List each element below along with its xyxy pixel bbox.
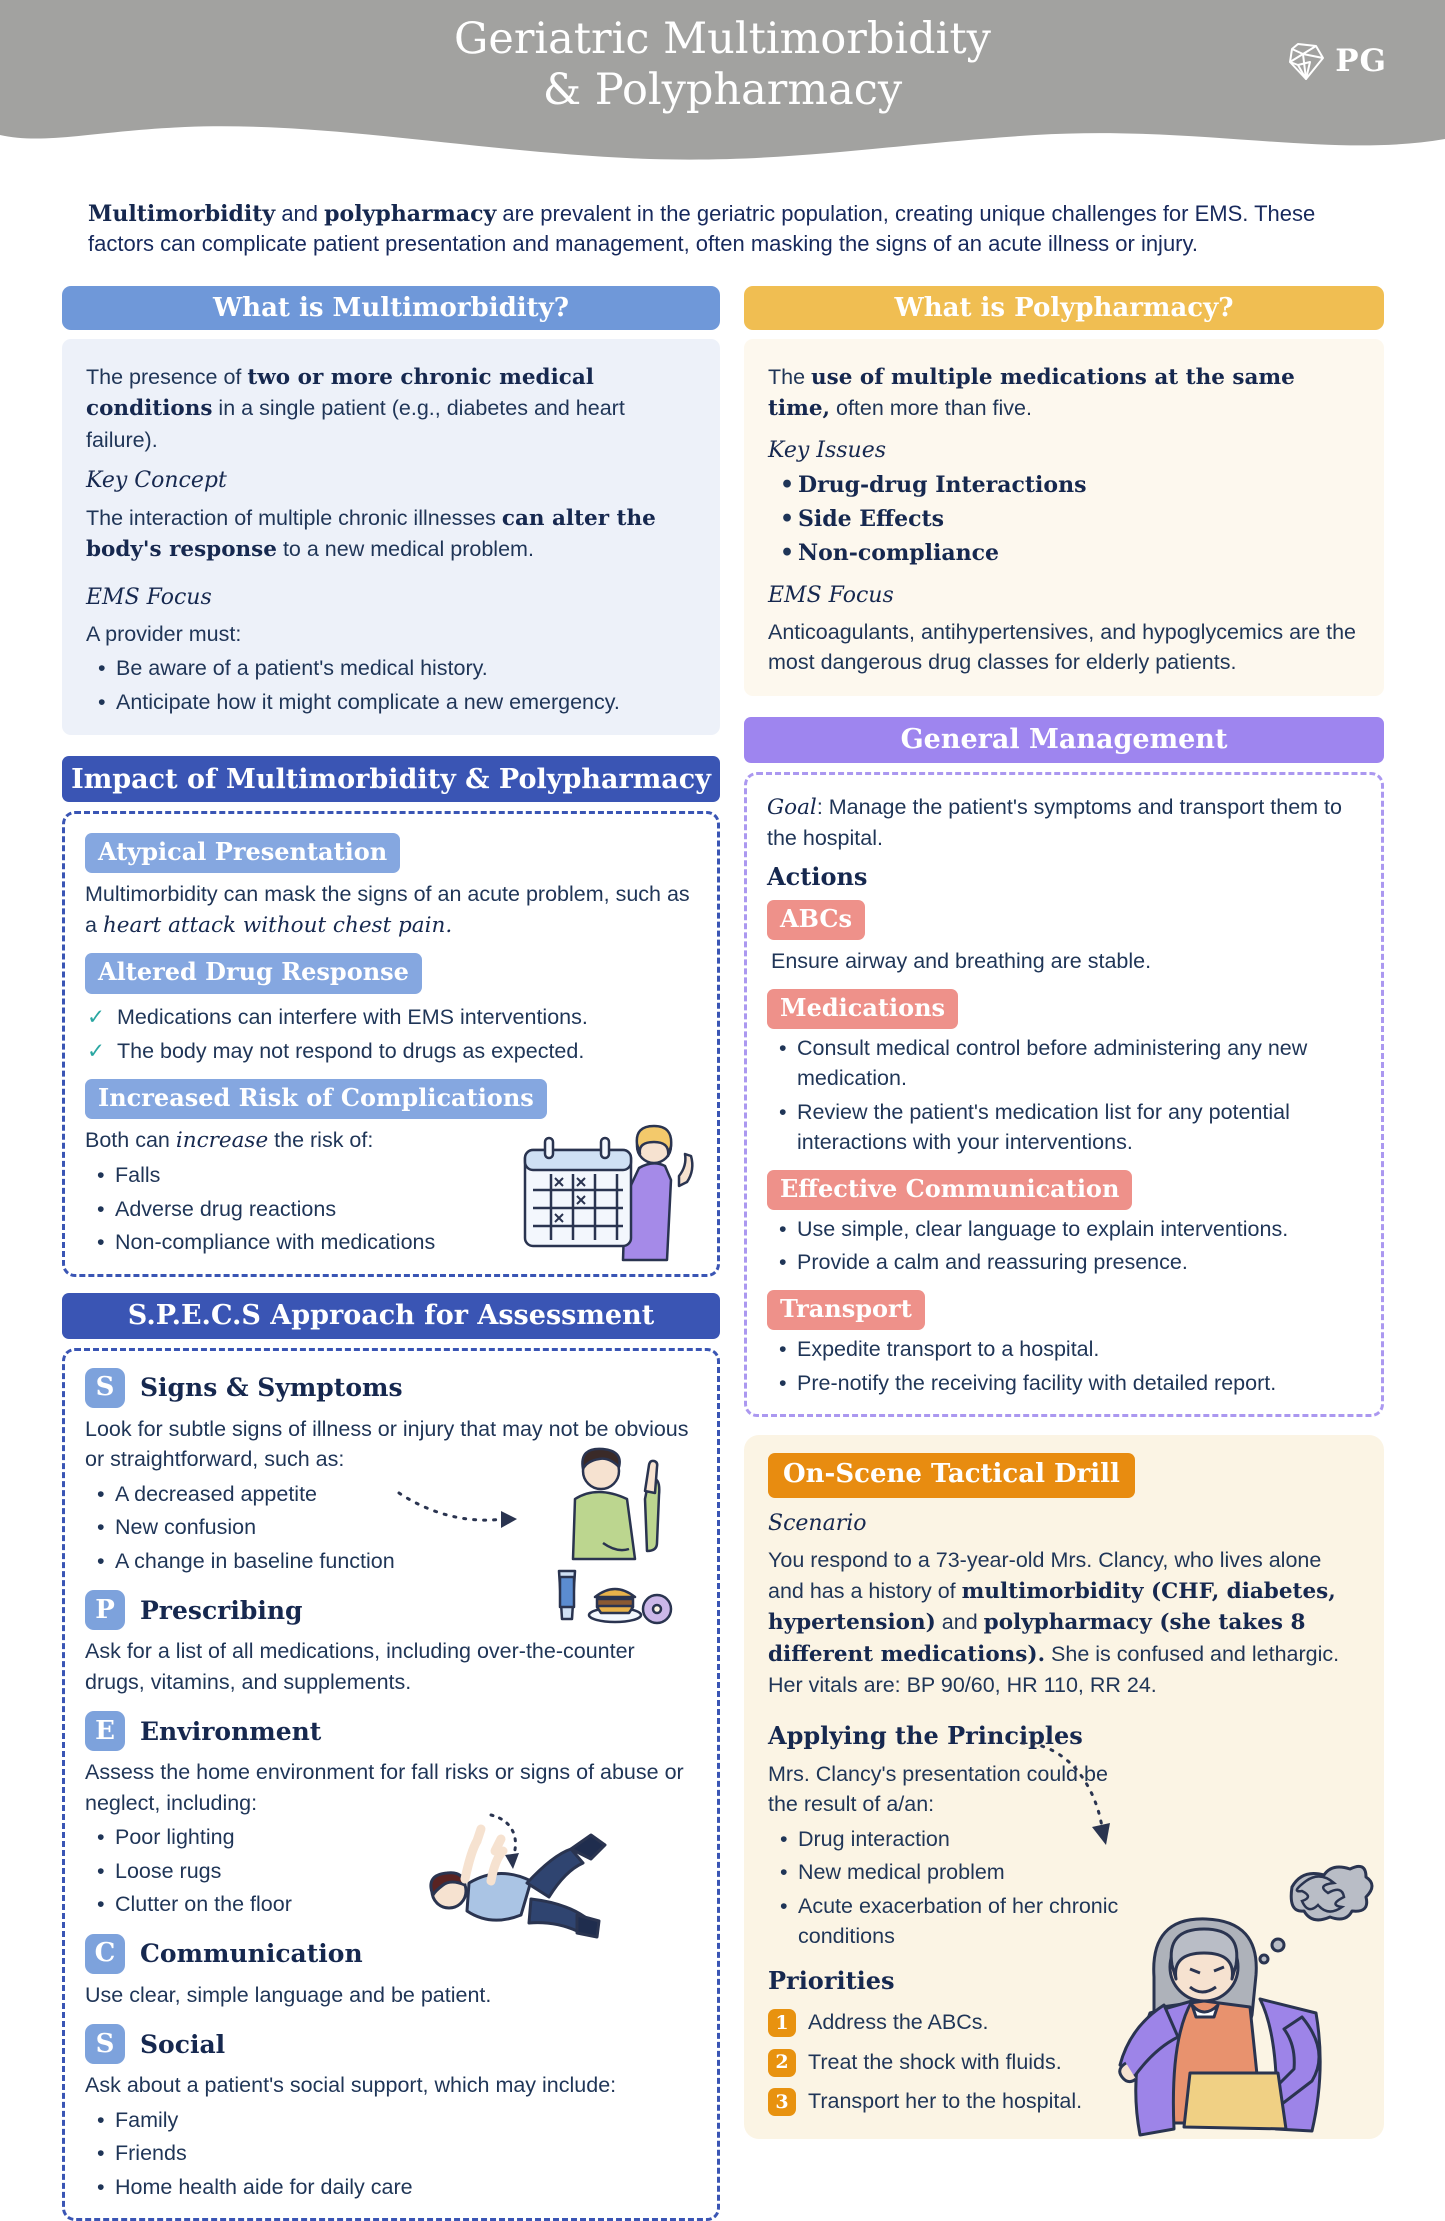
list-item: • Non-compliance bbox=[768, 538, 1360, 569]
transport-bullet-list bbox=[767, 1334, 1361, 1398]
ems-focus-text: Anticoagulants, antihypertensives, and hypoglycemics are the most dangerous drug classes for elderly patients. bbox=[768, 619, 1357, 675]
abcs-text: Ensure airway and breathing are stable. bbox=[771, 949, 1152, 974]
list-item: • New confusion bbox=[85, 1512, 697, 1543]
brand-logo bbox=[1285, 40, 1387, 82]
management-box bbox=[744, 772, 1384, 1417]
key-issues-label: Key Issues bbox=[768, 437, 887, 463]
list-item: • Side Effects bbox=[768, 504, 1360, 535]
dashed-arrow-icon bbox=[395, 1487, 521, 1533]
list-item: • Loose rugs bbox=[85, 1856, 697, 1887]
ems-focus-label: EMS Focus bbox=[768, 582, 894, 608]
specs-box bbox=[62, 1348, 720, 2221]
dashed-arrow-icon bbox=[1018, 1735, 1114, 1851]
section-header-management: General Management bbox=[744, 717, 1384, 763]
section-header-polypharmacy: What is Polypharmacy? bbox=[744, 286, 1384, 330]
effective-communication-badge: Effective Communication bbox=[767, 1170, 1132, 1210]
specs-body: Use clear, simple language and be patient. bbox=[85, 1982, 492, 2007]
list-item: • Acute exacerbation of her chronic conditions bbox=[768, 1891, 1140, 1952]
page-title-line2: & Polypharmacy bbox=[542, 64, 903, 115]
multimorbidity-box bbox=[62, 339, 720, 736]
priority-text: Treat the shock with fluids. bbox=[808, 2049, 1062, 2074]
list-item: • Provide a calm and reassuring presence. bbox=[767, 1247, 1361, 1278]
header-banner bbox=[0, 0, 1445, 120]
list-item: • Drug-drug Interactions bbox=[768, 470, 1360, 501]
key-issues-list bbox=[768, 470, 1360, 570]
specs-heading: Environment bbox=[140, 1716, 322, 1746]
increased-risk-intro: Both can increase the risk of: bbox=[85, 1127, 374, 1153]
list-item: • Anticipate how it might complicate a new emergency. bbox=[86, 687, 696, 718]
brand-logo-text: PG bbox=[1335, 43, 1387, 79]
scenario-text: You respond to a 73-year-old Mrs. Clancy, who lives alone and has a history of multimorbidity (CHF, diabetes, hypertension) and polypharmacy (she takes 8 different medications). She is confused and lethargic. Her vitals are: BP 90/60, HR 110, RR 24. bbox=[768, 1548, 1340, 1698]
specs-item-environment bbox=[85, 1711, 697, 1751]
impact-box bbox=[62, 811, 720, 1276]
transport-badge: Transport bbox=[767, 1290, 925, 1330]
priority-item bbox=[768, 2086, 1140, 2117]
list-item: • Family bbox=[85, 2105, 697, 2136]
specs-body: Assess the home environment for fall risks or signs of abuse or neglect, including: bbox=[85, 1760, 684, 1815]
letter-chip-s1: S bbox=[85, 1368, 125, 1408]
priority-text: Address the ABCs. bbox=[808, 2009, 989, 2034]
priority-item bbox=[768, 2007, 1140, 2038]
ems-focus-label: EMS Focus bbox=[86, 584, 212, 610]
medications-badge: Medications bbox=[767, 989, 958, 1029]
list-item: • Adverse drug reactions bbox=[85, 1194, 697, 1225]
list-item: • Non-compliance with medications bbox=[85, 1227, 697, 1258]
specs-bullet-list bbox=[85, 2105, 697, 2203]
content-columns bbox=[0, 286, 1445, 2221]
altered-drug-check-list bbox=[85, 1002, 697, 1067]
section-header-multimorbidity: What is Multimorbidity? bbox=[62, 286, 720, 330]
key-concept-label: Key Concept bbox=[86, 468, 227, 494]
right-column bbox=[744, 286, 1384, 2139]
gem-icon bbox=[1285, 40, 1327, 82]
list-item: • Pre-notify the receiving facility with detailed report. bbox=[767, 1368, 1361, 1399]
abcs-badge: ABCs bbox=[767, 900, 865, 940]
list-item: • A decreased appetite bbox=[85, 1479, 697, 1510]
list-item: • Review the patient's medication list for any potential interactions with your interventions. bbox=[767, 1097, 1361, 1158]
list-item: • Clutter on the floor bbox=[85, 1889, 697, 1920]
priorities-label: Priorities bbox=[768, 1965, 895, 1995]
confused-elderly-woman-illustration bbox=[1106, 1857, 1368, 2139]
medications-bullet-list bbox=[767, 1033, 1361, 1158]
key-concept-text: The interaction of multiple chronic illnesses can alter the body's response to a new medical problem. bbox=[86, 505, 656, 563]
tactical-drill-badge: On-Scene Tactical Drill bbox=[768, 1453, 1135, 1498]
priority-text: Transport her to the hospital. bbox=[808, 2089, 1083, 2114]
multimorbidity-definition: The presence of two or more chronic medical conditions in a single patient (e.g., diabetes and heart failure). bbox=[86, 364, 625, 452]
letter-chip-e: E bbox=[85, 1711, 125, 1751]
list-item: • Expedite transport to a hospital. bbox=[767, 1334, 1361, 1365]
page-title bbox=[0, 14, 1445, 115]
multimorbidity-bullet-list bbox=[86, 653, 696, 717]
scenario-label: Scenario bbox=[768, 1510, 867, 1536]
specs-item-signs bbox=[85, 1368, 697, 1408]
atypical-presentation-badge: Atypical Presentation bbox=[85, 833, 400, 873]
applying-intro: Mrs. Clancy's presentation could be the result of a/an: bbox=[768, 1761, 1108, 1817]
specs-item-communication bbox=[85, 1934, 697, 1974]
priority-item bbox=[768, 2047, 1140, 2078]
falling-person-illustration bbox=[405, 1787, 609, 1927]
priorities-list bbox=[768, 2007, 1140, 2117]
header-wave-decoration bbox=[0, 119, 1445, 165]
altered-drug-response-badge: Altered Drug Response bbox=[85, 953, 422, 993]
polypharmacy-definition: The use of multiple medications at the same time, often more than five. bbox=[768, 364, 1295, 422]
actions-label: Actions bbox=[767, 861, 868, 891]
calendar-woman-illustration bbox=[521, 1116, 699, 1268]
list-item: • Falls bbox=[85, 1160, 697, 1191]
left-column bbox=[62, 286, 720, 2221]
specs-body: Ask for a list of all medications, including over-the-counter drugs, vitamins, and supplements. bbox=[85, 1639, 635, 1694]
priority-number: 1 bbox=[768, 2009, 796, 2037]
intro-paragraph: Multimorbidity and polypharmacy are prevalent in the geriatric population, creating unique challenges for EMS. These factors can complicate patient presentation and management, often masking the signs of an acute illness or injury. bbox=[88, 201, 1316, 257]
polypharmacy-box bbox=[744, 339, 1384, 696]
list-item: • Use simple, clear language to explain interventions. bbox=[767, 1214, 1361, 1245]
list-item: • A change in baseline function bbox=[85, 1546, 697, 1577]
check-item: ✓ The body may not respond to drugs as expected. bbox=[85, 1036, 697, 1067]
list-item: • Home health aide for daily care bbox=[85, 2172, 697, 2203]
specs-heading: Social bbox=[140, 2029, 226, 2059]
applying-principles-label: Applying the Principles bbox=[768, 1720, 1083, 1750]
list-item: • New medical problem bbox=[768, 1857, 1140, 1888]
list-item: • Be aware of a patient's medical history. bbox=[86, 653, 696, 684]
list-item: • Drug interaction bbox=[768, 1824, 1140, 1855]
list-item: • Consult medical control before administering any new medication. bbox=[767, 1033, 1361, 1094]
specs-heading: Signs & Symptoms bbox=[140, 1372, 403, 1402]
refusing-food-illustration bbox=[553, 1439, 675, 1627]
specs-body: Look for subtle signs of illness or injury that may not be obvious or straightforward, such as: bbox=[85, 1416, 689, 1472]
ems-focus-intro: A provider must: bbox=[86, 621, 242, 646]
section-header-specs: S.P.E.C.S Approach for Assessment bbox=[62, 1293, 720, 1339]
specs-body: Ask about a patient's social support, which may include: bbox=[85, 2073, 617, 2098]
check-item: ✓ Medications can interfere with EMS interventions. bbox=[85, 1002, 697, 1033]
specs-heading: Communication bbox=[140, 1939, 363, 1969]
section-header-impact: Impact of Multimorbidity & Polypharmacy bbox=[62, 756, 720, 802]
priority-number: 3 bbox=[768, 2088, 796, 2116]
communication-bullet-list bbox=[767, 1214, 1361, 1278]
tactical-drill-box bbox=[744, 1435, 1384, 2139]
list-item: • Poor lighting bbox=[85, 1822, 697, 1853]
priority-number: 2 bbox=[768, 2049, 796, 2077]
page-title-line1: Geriatric Multimorbidity bbox=[454, 14, 991, 64]
increased-risk-badge: Increased Risk of Complications bbox=[85, 1079, 547, 1119]
letter-chip-c: C bbox=[85, 1934, 125, 1974]
letter-chip-p: P bbox=[85, 1590, 125, 1630]
specs-heading: Prescribing bbox=[140, 1595, 303, 1625]
letter-chip-s2: S bbox=[85, 2024, 125, 2064]
atypical-presentation-text: Multimorbidity can mask the signs of an acute problem, such as a heart attack without chest pain. bbox=[85, 882, 690, 938]
specs-item-social bbox=[85, 2024, 697, 2064]
list-item: • Friends bbox=[85, 2138, 697, 2169]
management-goal: Goal: Manage the patient's symptoms and transport them to the hospital. bbox=[767, 794, 1342, 851]
